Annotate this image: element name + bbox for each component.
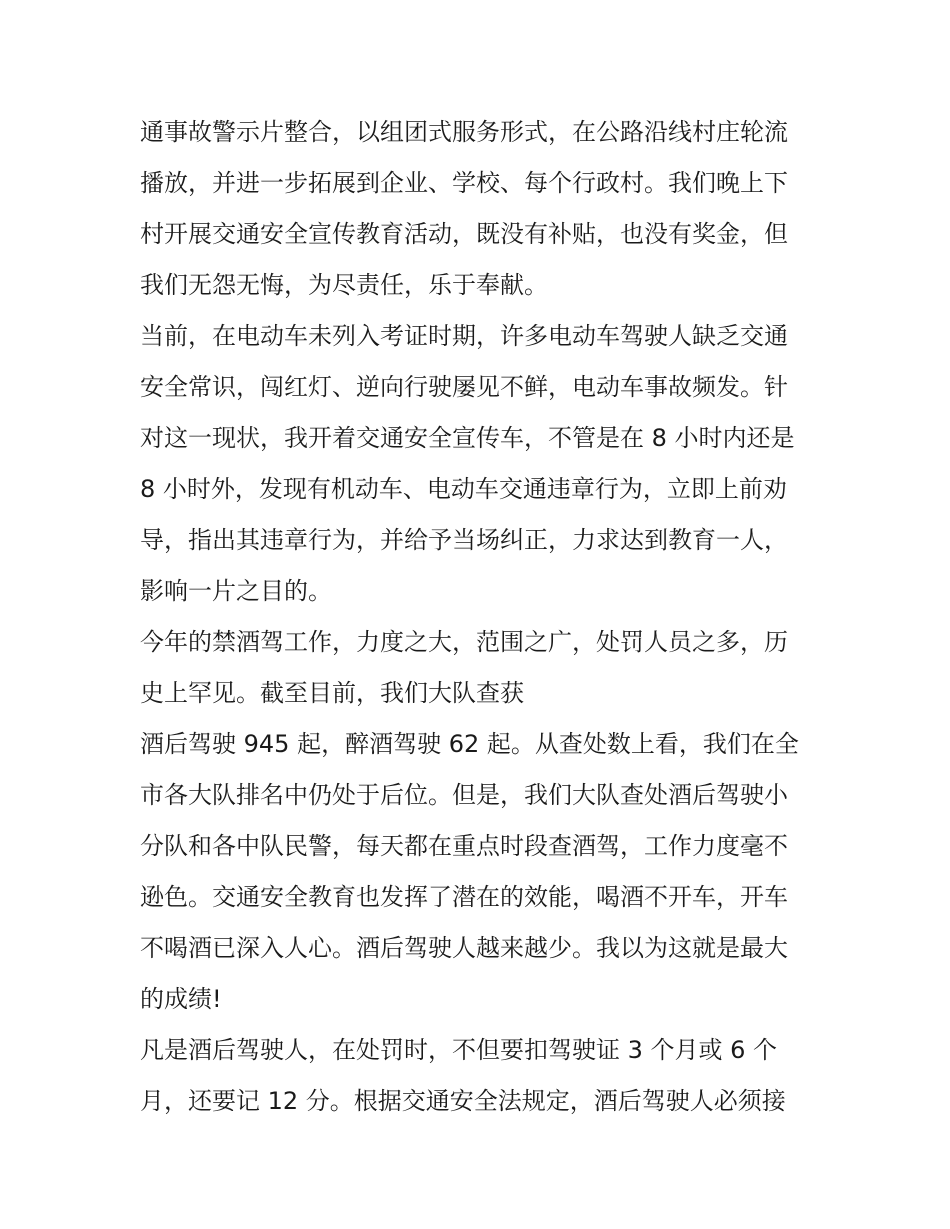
text-line: 我们无怨无悔，为尽责任，乐于奉献。 — [140, 271, 548, 299]
text-line: 今年的禁酒驾工作，力度之大，范围之广，处罚人员之多，历 — [140, 628, 788, 656]
text-line: 导，指出其违章行为，并给予当场纠正，力求达到教育一人， — [140, 526, 788, 554]
text-line: 村开展交通安全宣传教育活动，既没有补贴，也没有奖金，但 — [140, 220, 788, 248]
text-line: 凡是酒后驾驶人，在处罚时，不但要扣驾驶证 3 个月或 6 个 — [140, 1036, 778, 1064]
text-line: 分队和各中队民警，每天都在重点时段查酒驾，工作力度毫不 — [140, 832, 788, 860]
text-line: 不喝酒已深入人心。酒后驾驶人越来越少。我以为这就是最大 — [140, 934, 788, 962]
text-line: 酒后驾驶 945 起，醉酒驾驶 62 起。从查处数上看，我们在全 — [140, 730, 799, 758]
body-text — [140, 107, 820, 1127]
text-line: 月，还要记 12 分。根据交通安全法规定，酒后驾驶人必须接 — [140, 1087, 786, 1115]
text-line: 播放，并进一步拓展到企业、学校、每个行政村。我们晚上下 — [140, 169, 788, 197]
text-line: 安全常识，闯红灯、逆向行驶屡见不鲜，电动车事故频发。针 — [140, 373, 788, 401]
text-line: 影响一片之目的。 — [140, 577, 332, 605]
text-line: 通事故警示片整合，以组团式服务形式，在公路沿线村庄轮流 — [140, 118, 788, 146]
text-line: 的成绩! — [140, 985, 222, 1013]
text-line: 史上罕见。截至目前，我们大队查获 — [140, 679, 524, 707]
text-line: 市各大队排名中仍处于后位。但是，我们大队查处酒后驾驶小 — [140, 781, 788, 809]
text-line: 逊色。交通安全教育也发挥了潜在的效能，喝酒不开车，开车 — [140, 883, 788, 911]
text-line: 对这一现状，我开着交通安全宣传车，不管是在 8 小时内还是 — [140, 424, 795, 452]
text-line: 当前，在电动车未列入考证时期，许多电动车驾驶人缺乏交通 — [140, 322, 788, 350]
text-line: 8 小时外，发现有机动车、电动车交通违章行为，立即上前劝 — [140, 475, 787, 503]
